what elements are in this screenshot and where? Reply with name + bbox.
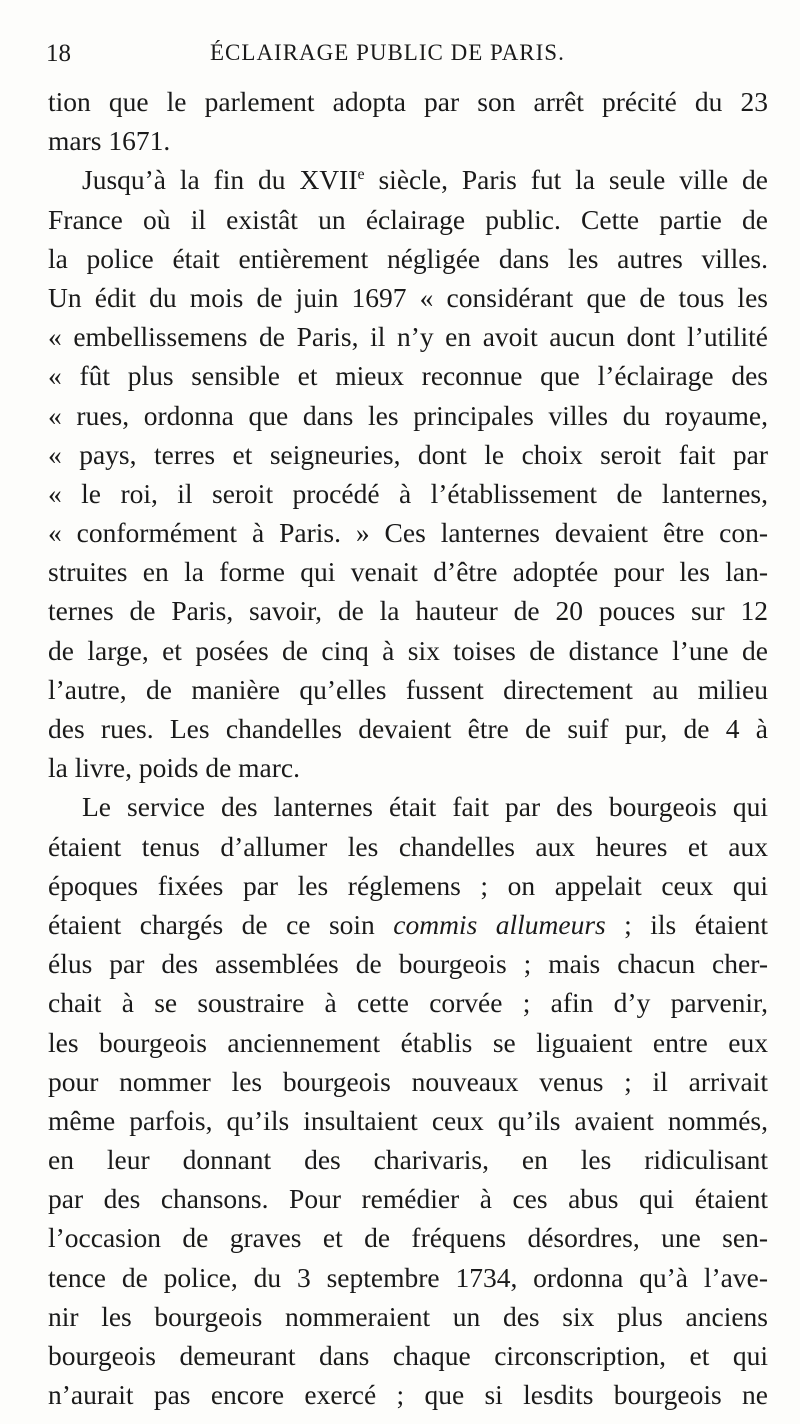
text-line: élus par des assemblées de bourgeois ; mais chacun cher- bbox=[48, 948, 768, 980]
text-fragment: siècle, Paris fut la seule ville de bbox=[364, 164, 768, 196]
text-line: « rues, ordonna que dans les principales villes du royaume, bbox=[48, 399, 768, 431]
text-fragment: étaient chargés de ce soin bbox=[48, 908, 394, 940]
text-line: ternes de Paris, savoir, de la hauteur de 20 pouces sur 12 bbox=[48, 595, 768, 627]
text-line: Un édit du mois de juin 1697 « considérant que de tous les bbox=[48, 281, 768, 313]
text-line: pour nommer les bourgeois nouveaux venus ; il arrivait bbox=[48, 1065, 768, 1097]
running-head bbox=[46, 40, 766, 76]
text-line: Le service des lanternes était fait par des bourgeois qui bbox=[82, 791, 768, 823]
page-number: 18 bbox=[46, 40, 71, 67]
italic-term: commis allumeurs bbox=[393, 908, 606, 940]
superscript: e bbox=[357, 166, 365, 184]
text-line: bourgeois demeurant dans chaque circonscription, et qui bbox=[48, 1340, 768, 1371]
text-line: n’aurait pas encore exercé ; que si lesdits bourgeois ne bbox=[48, 1379, 768, 1411]
text-line: même parfois, qu’ils insultaient ceux qu’ils avaient nommés, bbox=[48, 1104, 768, 1136]
text-line bbox=[48, 160, 768, 199]
text-line: France où il existât un éclairage public. Cette partie de bbox=[48, 203, 768, 235]
text-line: par des chansons. Pour remédier à ces abus qui étaient bbox=[48, 1183, 768, 1215]
text-line bbox=[48, 905, 768, 944]
text-fragment: Jusqu’à la fin du XVII bbox=[82, 164, 358, 196]
text-line: époques fixées par les réglemens ; on appelait ceux qui bbox=[48, 869, 768, 901]
text-line: tence de police, du 3 septembre 1734, ordonna qu’à l’ave- bbox=[48, 1261, 768, 1293]
text-line: l’occasion de graves et de fréquens désordres, une sen- bbox=[48, 1222, 768, 1254]
text-line: mars 1671. bbox=[48, 125, 171, 157]
text-line: des rues. Les chandelles devaient être de suif pur, de 4 à bbox=[48, 713, 768, 744]
text-fragment: ; ils étaient bbox=[605, 908, 768, 940]
text-line: « conformément à Paris. » Ces lanternes devaient être con- bbox=[48, 517, 768, 549]
text-line: tion que le parlement adopta par son arrêt précité du 23 bbox=[48, 86, 768, 117]
body-text bbox=[48, 82, 768, 1414]
text-line: l’autre, de manière qu’elles fussent directement au milieu bbox=[48, 673, 768, 705]
text-line: « le roi, il seroit procédé à l’établissement de lanternes, bbox=[48, 477, 768, 509]
text-line: struites en la forme qui venait d’être adoptée pour les lan- bbox=[48, 556, 768, 588]
text-line: « fût plus sensible et mieux reconnue que l’éclairage des bbox=[48, 360, 768, 392]
text-line: chait à se soustraire à cette corvée ; afin d’y parvenir, bbox=[48, 987, 768, 1019]
text-line: « pays, terres et seigneuries, dont le choix seroit fait par bbox=[48, 438, 768, 470]
text-line: étaient tenus d’allumer les chandelles aux heures et aux bbox=[48, 830, 768, 862]
text-line: en leur donnant des charivaris, en les ridiculisant bbox=[48, 1144, 768, 1176]
text-line: nir les bourgeois nommeraient un des six plus anciens bbox=[48, 1300, 768, 1332]
text-line: les bourgeois anciennement établis se liguaient entre eux bbox=[48, 1026, 768, 1058]
text-line: « embellissemens de Paris, il n’y en avoit aucun dont l’utilité bbox=[48, 321, 768, 353]
running-title: ÉCLAIRAGE PUBLIC DE PARIS. bbox=[210, 40, 565, 65]
text-line: de large, et posées de cinq à six toises de distance l’une de bbox=[48, 634, 768, 666]
text-line: la livre, poids de marc. bbox=[48, 752, 300, 784]
text-line: la police était entièrement négligée dans les autres villes. bbox=[48, 242, 768, 274]
